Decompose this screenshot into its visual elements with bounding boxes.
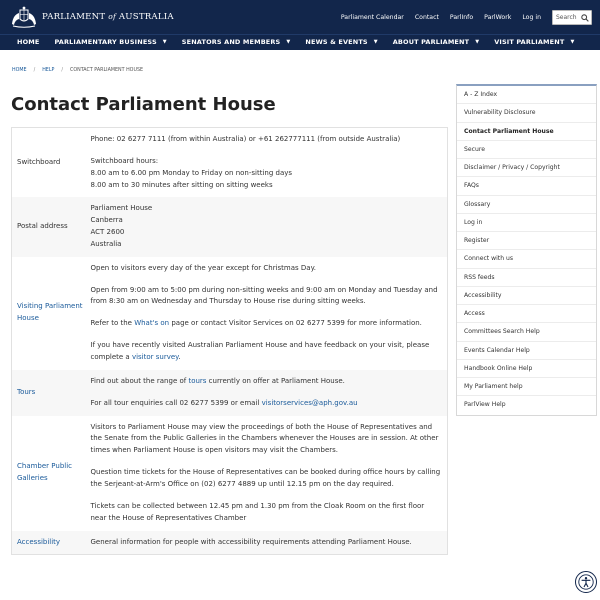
visitor-services-email-link[interactable]: visitorservices@aph.gov.au bbox=[261, 398, 358, 407]
switchboard-label: Switchboard bbox=[17, 157, 61, 166]
postal-address-value bbox=[85, 197, 448, 256]
visiting-p3-before: Refer to the bbox=[90, 319, 135, 328]
postal-line2: Canberra bbox=[90, 216, 123, 225]
postal-address-label: Postal address bbox=[17, 222, 68, 231]
row-switchboard bbox=[12, 128, 448, 198]
nav-senators-and-members[interactable] bbox=[182, 38, 291, 46]
sidebar-item-vulnerability-disclosure[interactable]: Vulnerability Disclosure bbox=[457, 104, 596, 122]
breadcrumb-home[interactable]: HOME bbox=[12, 68, 27, 73]
row-accessibility bbox=[12, 531, 448, 555]
nav-visit-parliament[interactable] bbox=[494, 38, 574, 46]
sidebar-item-parlview-help[interactable]: ParlView Help bbox=[464, 401, 506, 409]
tours-p2-before: For all tour enquiries call 02 6277 5399 or email bbox=[90, 398, 262, 407]
link-log-in[interactable]: Log in bbox=[522, 14, 541, 21]
nav-home-label: HOME bbox=[17, 38, 40, 46]
sidebar-item-a-z-index[interactable]: A - Z Index bbox=[457, 86, 596, 104]
galleries-p1: Visitors to Parliament House may view the proceedings of both the House of Representatives and the Senate from the Public Galleries in the Chambers whenever the Houses are in session. At other times when Parliament House is open visitors may visit the Chambers. bbox=[90, 422, 439, 455]
nav-news-events[interactable] bbox=[305, 38, 377, 46]
caret-down-icon: ▼ bbox=[286, 39, 291, 45]
utility-links bbox=[330, 10, 592, 25]
row-chamber-galleries bbox=[12, 416, 448, 531]
visitor-survey-link[interactable]: visitor survey bbox=[131, 353, 179, 362]
logo-title: PARLIAMENT bbox=[42, 12, 106, 22]
nav-about-parliament-label: ABOUT PARLIAMENT bbox=[392, 38, 470, 46]
nav-senators-and-members-label: SENATORS AND MEMBERS bbox=[181, 38, 281, 46]
tours-p1-after: currently on offer at Parliament House. bbox=[206, 376, 345, 385]
accessibility-button[interactable] bbox=[575, 571, 597, 593]
sidebar-item-secure[interactable]: Secure bbox=[457, 141, 596, 159]
sidebar-item-my-parliament-help[interactable]: My Parliament help bbox=[457, 378, 596, 396]
switchboard-value bbox=[85, 128, 448, 198]
caret-down-icon: ▼ bbox=[475, 39, 480, 45]
caret-down-icon: ▼ bbox=[162, 39, 167, 45]
galleries-value bbox=[85, 416, 448, 531]
switchboard-phone: Phone: 02 6277 7111 (from within Australia) or +61 262777111 (from outside Australia) bbox=[90, 135, 401, 143]
tours-p1 bbox=[91, 376, 442, 388]
row-tours bbox=[12, 370, 448, 416]
sidebar-item-events-calendar-help[interactable]: Events Calendar Help bbox=[457, 342, 596, 360]
contact-table bbox=[11, 127, 448, 555]
sidebar-item-contact-parliament-house[interactable]: Contact Parliament House bbox=[457, 123, 596, 141]
nav-visit-parliament-label: VISIT PARLIAMENT bbox=[494, 38, 565, 46]
search-box bbox=[552, 10, 592, 25]
breadcrumb bbox=[12, 68, 143, 73]
row-visiting bbox=[12, 257, 448, 370]
tours-label-link[interactable]: Tours bbox=[17, 387, 36, 396]
nav-parliamentary-business-label: PARLIAMENTARY BUSINESS bbox=[54, 38, 157, 46]
site-logo[interactable] bbox=[10, 6, 174, 28]
switchboard-hours bbox=[91, 156, 442, 191]
magnifier-icon bbox=[581, 14, 589, 22]
breadcrumb-help[interactable]: HELP bbox=[42, 68, 55, 73]
search-input[interactable] bbox=[553, 11, 579, 24]
nav-about-parliament[interactable] bbox=[393, 38, 479, 46]
visiting-p4 bbox=[91, 340, 442, 364]
visiting-p1: Open to visitors every day of the year except for Christmas Day. bbox=[90, 263, 316, 272]
accessibility-label-link[interactable]: Accessibility bbox=[17, 537, 61, 546]
sidebar-item-register[interactable]: Register bbox=[457, 232, 596, 250]
nav-home[interactable] bbox=[17, 38, 39, 46]
postal-line4: Australia bbox=[90, 239, 122, 248]
top-header bbox=[0, 0, 600, 34]
help-sidebar bbox=[456, 84, 597, 416]
sidebar-item-handbook-online-help[interactable]: Handbook Online Help bbox=[457, 360, 596, 378]
visiting-p2: Open from 9:00 am to 5:00 pm during non-sitting weeks and 9:00 am on Monday and Tuesday and from 8:30 am on Wednesday and Thursday to House rise during sitting weeks. bbox=[90, 285, 438, 306]
chamber-public-galleries-link[interactable]: Chamber Public Galleries bbox=[17, 462, 73, 483]
visiting-p3 bbox=[91, 318, 442, 330]
logo-text bbox=[42, 12, 174, 22]
switchboard-hours-line1: 8.00 am to 6.00 pm Monday to Friday on non-sitting days bbox=[90, 168, 293, 177]
logo-of: of bbox=[108, 12, 116, 21]
coat-of-arms-icon bbox=[10, 6, 38, 28]
search-button[interactable] bbox=[579, 11, 591, 24]
sidebar-item-glossary[interactable]: Glossary bbox=[457, 196, 596, 214]
tours-p2 bbox=[91, 398, 442, 410]
visiting-value bbox=[85, 257, 448, 370]
sidebar-item-log-in[interactable]: Log in bbox=[457, 214, 596, 232]
caret-down-icon: ▼ bbox=[570, 39, 575, 45]
breadcrumb-separator: / bbox=[33, 68, 36, 73]
accessibility-value: General information for people with accessibility requirements attending Parliament House. bbox=[90, 537, 412, 546]
page-title: Contact Parliament House bbox=[11, 94, 276, 115]
link-contact[interactable]: Contact bbox=[414, 14, 439, 21]
tours-p1-before: Find out about the range of bbox=[90, 376, 189, 385]
tours-link[interactable]: tours bbox=[188, 376, 207, 385]
logo-country: AUSTRALIA bbox=[118, 12, 174, 22]
sidebar-item-faqs[interactable]: FAQs bbox=[457, 177, 596, 195]
nav-parliamentary-business[interactable] bbox=[54, 38, 166, 46]
postal-line1: Parliament House bbox=[90, 204, 153, 213]
nav-news-events-label: NEWS & EVENTS bbox=[305, 38, 368, 46]
row-postal-address bbox=[12, 197, 448, 256]
switchboard-hours-line2: 8.00 am to 30 minutes after sitting on sitting weeks bbox=[90, 180, 273, 189]
main-nav bbox=[0, 34, 600, 50]
whats-on-link[interactable]: What's on bbox=[134, 319, 170, 328]
sidebar-item-disclaimer[interactable]: Disclaimer / Privacy / Copyright bbox=[457, 159, 596, 177]
caret-down-icon: ▼ bbox=[373, 39, 378, 45]
switchboard-hours-heading: Switchboard hours: bbox=[90, 156, 159, 165]
breadcrumb-separator: / bbox=[61, 68, 64, 73]
sidebar-item-accessibility[interactable]: Accessibility bbox=[457, 287, 596, 305]
breadcrumb-current: CONTACT PARLIAMENT HOUSE bbox=[70, 68, 144, 73]
sidebar-item-access[interactable]: Access bbox=[457, 305, 596, 323]
galleries-p3: Tickets can be collected between 12.45 pm and 1.30 pm from the Cloak Room on the first floor near the House of Representatives Chamber bbox=[90, 502, 425, 522]
tours-value bbox=[85, 370, 448, 416]
visiting-p4-before: If you have recently visited Australian Parliament House and have feedback on your visit, please complete a bbox=[90, 341, 430, 362]
sidebar-item-connect-with-us[interactable]: Connect with us bbox=[457, 250, 596, 268]
link-parlinfo[interactable]: ParlInfo bbox=[449, 14, 474, 21]
sidebar-item-committees-search-help[interactable]: Committees Search Help bbox=[457, 323, 596, 341]
sidebar-item-rss-feeds[interactable]: RSS feeds bbox=[457, 269, 596, 287]
accessibility-icon bbox=[578, 574, 594, 590]
link-parlwork[interactable]: ParlWork bbox=[484, 14, 512, 21]
galleries-p2: Question time tickets for the House of Representatives can be booked during office hours by calling the Serjeant-at-Arm's Office on (02) 6277 4889 up until 12.15 pm on the day required. bbox=[90, 468, 441, 489]
link-parliament-calendar[interactable]: Parliament Calendar bbox=[340, 14, 404, 21]
visiting-p4-after: . bbox=[178, 353, 181, 362]
visiting-p3-after: page or contact Visitor Services on 02 6277 5399 for more information. bbox=[169, 319, 422, 328]
visiting-parliament-house-link[interactable]: Visiting Parliament House bbox=[17, 302, 83, 323]
postal-line3: ACT 2600 bbox=[90, 227, 125, 236]
postal-address-lines bbox=[91, 203, 442, 250]
